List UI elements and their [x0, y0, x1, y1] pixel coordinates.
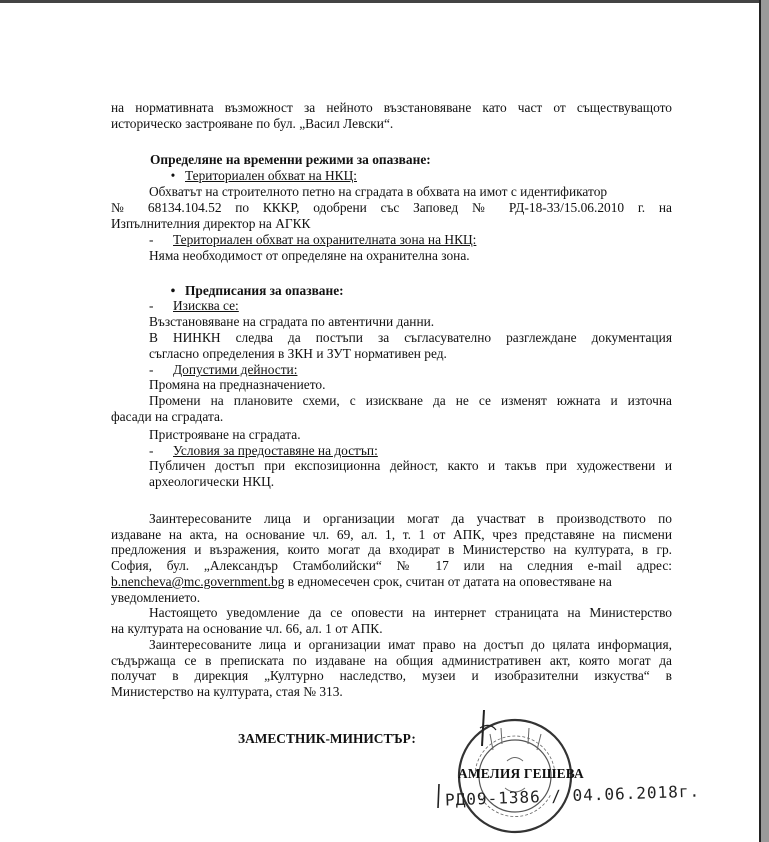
- dash-icon: -: [149, 362, 154, 377]
- email-link[interactable]: b.nencheva@mc.government.bg: [111, 574, 285, 589]
- signature-title: ЗАМЕСТНИК-МИНИСТЪР:: [238, 731, 416, 746]
- bullet-label: Териториален обхват на НКЦ:: [185, 168, 357, 183]
- dash-label: Допустими дейности:: [173, 362, 298, 377]
- text-line: предложения и възражения, които могат да входират в Министерство на културата, в гр.: [111, 542, 672, 557]
- text-line: Публичен достъп при експозиционна дейност, както и такъв при художествени и: [149, 458, 672, 473]
- bullet-icon: •: [170, 168, 176, 183]
- text-line: съдържаща се в преписката по издаване на общия административен акт, която могат да: [111, 653, 672, 668]
- text-line: Пристрояване на сградата.: [149, 427, 301, 442]
- dash-label: Условия за предоставяне на достъп:: [173, 443, 378, 458]
- section-heading: Определяне на временни режими за опазване:: [150, 152, 431, 167]
- text-line: получат в дирекция „Културно наследство, музеи и изобразителни изкуства“ в: [111, 668, 672, 683]
- text-line: № 68134.104.52 по ККKР, одобрени със Заповед № РД-18-33/15.06.2010 г. на: [111, 200, 672, 215]
- dash-item: [149, 298, 239, 314]
- text-line: Промяна на предназначението.: [149, 377, 326, 392]
- text-line: Настоящето уведомление да се оповести на интернет страницата на Министерство: [149, 605, 672, 620]
- dash-label: Териториален обхват на охранителната зона на НКЦ:: [173, 232, 477, 247]
- heading-label: Предписания за опазване:: [185, 283, 344, 298]
- text-line: Заинтересованите лица и организации могат да участват в производството по: [149, 511, 672, 526]
- text-line: Министерство на културата, стая № 313.: [111, 684, 343, 699]
- dash-icon: -: [149, 298, 154, 313]
- text-line: [111, 574, 612, 590]
- text-line: Няма необходимост от определяне на охранителна зона.: [149, 248, 470, 263]
- text-line: съгласно определения в ЗКН и ЗУТ нормативен ред.: [149, 346, 447, 361]
- text-line: София, бул. „Александър Стамболийски“ № 17 или на следния е-mail адрес:: [111, 558, 672, 573]
- text-line: издаване на акта, на основание чл. 69, ал. 1, т. 1 от АПК, чрез представяне на писмени: [111, 527, 672, 542]
- bullet-item: [161, 168, 357, 184]
- dash-item: [149, 443, 378, 459]
- text-line: уведомлението.: [111, 590, 201, 605]
- text-line: Промени на плановите схеми, с изискване да не се изменят южната и източна: [149, 393, 672, 408]
- dash-item: [149, 362, 297, 378]
- text-span: в едномесечен срок, считан от датата на оповестяване на: [284, 574, 612, 589]
- bullet-icon: •: [170, 283, 176, 298]
- handwritten-registration: РД09-1386 / 04.06.2018г.: [444, 781, 701, 810]
- text-line: В НИНКН следва да постъпи за съгласувателно разглеждане документация: [149, 330, 672, 345]
- dash-item: [149, 232, 476, 248]
- signatory-name: АМЕЛИЯ ГЕШЕВА: [458, 766, 584, 781]
- text-line: Изпълнителния директор на АГКК: [111, 216, 311, 231]
- text-line: историческо застрояване по бул. „Васил Левски“.: [111, 116, 394, 131]
- section-heading: [161, 283, 344, 299]
- scan-edge: [0, 0, 759, 3]
- text-line: археологически НКЦ.: [149, 474, 275, 489]
- handwritten-mark-icon: [434, 782, 444, 810]
- text-line: Възстановяване на сградата по автентични данни.: [149, 314, 435, 329]
- text-line: фасади на сградата.: [111, 409, 224, 424]
- dash-icon: -: [149, 232, 154, 247]
- dash-label: Изисква се:: [173, 298, 239, 313]
- signature-stroke-icon: [472, 708, 502, 748]
- text-line: на културата на основание чл. 66, ал. 1 от АПК.: [111, 621, 383, 636]
- text-line: Заинтересованите лица и организации имат право на достъп до цялата информация,: [149, 637, 672, 652]
- text-line: Обхватът на строителното петно на сградата в обхвата на имот с идентификатор: [149, 184, 608, 199]
- dash-icon: -: [149, 443, 154, 458]
- text-line: на нормативната възможност за нейното възстановяване като част от съществуващото: [111, 100, 672, 115]
